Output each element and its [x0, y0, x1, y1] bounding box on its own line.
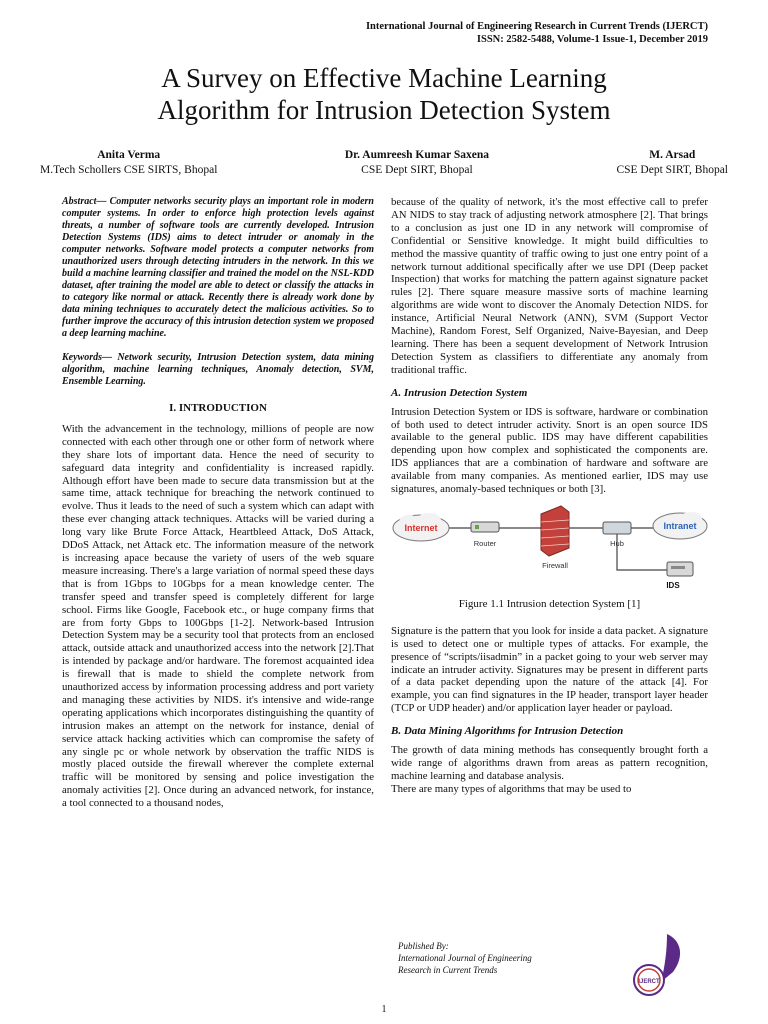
- section-heading-introduction: I. INTRODUCTION: [169, 402, 267, 414]
- title-line-1: A Survey on Effective Machine Learning: [161, 63, 607, 93]
- author-2: [345, 148, 489, 177]
- publisher-name-line2: Research in Current Trends: [398, 965, 498, 975]
- logo-text: IJERCT: [638, 979, 660, 985]
- paragraph-continued: because of the quality of network, it's the most effective call to prefer AN NIDS to stay track of adjusting network atmosphere [2]. That brings to a conclusion as just one ID in any network will compromise of Confidential or Sensitive knowledge. It might build difficulties to method the massive quantity of traffic owing to just one entry point of a network turnout additional specifically after we use DPI (Deep packet Inspection) that works for matching the pattern against signature packet rules [2]. There square measure massive sorts of machine learning algorithms are wide wont to discover the Anomaly Detection NIDS. for instance, Artificial Neural Network (ANN), SVM (Support Vector Machine), Random Forest, Self Organized, Naive-Bayesian, and Deep learning. There has been a sequent development of Network Intrusion Detection System as classifiers to differentiate any anomaly from traditional traffic.: [391, 196, 708, 376]
- abstract: Abstract— Computer networks security plays an important role in modern computer systems. In order to enforce high protection levels against threats, a number of software tools are currently developed. Intrusion Detection Systems (IDS) aims to detect intruder or anomaly in the computer networks. Software model protects a computer networks from unauthorized users through detecting intruders in the network. In this we build a machine learning classifier and trained the model on the NSL-KDD dataset, after training the model are able to detect or classify the attacks in to category like normal or attack. Recently there is already work done by data mining techniques to accurately detect the malicious activities. So to further improve the accuracy of this intrusion detection system we proposed a deep learning machine.: [62, 196, 374, 339]
- journal-header: [366, 20, 708, 46]
- subsection-b-text-continued: There are many types of algorithms that may be used to: [391, 782, 632, 795]
- intranet-cloud-icon: [653, 512, 707, 539]
- router-icon: [471, 522, 499, 548]
- figure-caption: Figure 1.1 Intrusion detection System [1]: [458, 597, 641, 610]
- publisher-name-line1: International Journal of Engineering: [398, 953, 532, 963]
- subsection-title: Data Mining Algorithms for Intrusion Detection: [403, 725, 624, 738]
- firewall-icon: [541, 506, 569, 570]
- publisher-block: [398, 940, 578, 976]
- journal-name: International Journal of Engineering Research in Current Trends (IJERCT): [365, 21, 708, 32]
- subsection-b-text: The growth of data mining methods has consequently brought forth a wide range of algorithms drawn from areas as pattern recognition, machine learning and database analysis.: [391, 744, 708, 782]
- author-1: [40, 148, 217, 177]
- author-affiliation: M.Tech Schollers CSE SIRTS, Bhopal: [40, 163, 218, 176]
- author-3: [616, 148, 728, 177]
- network-diagram: [391, 504, 708, 592]
- internet-cloud-icon: [393, 513, 449, 541]
- right-column: [391, 196, 708, 796]
- title-line-2: Algorithm for Intrusion Detection System: [157, 95, 611, 125]
- signature-text: Signature is the pattern that you look for inside a data packet. A signature is used to detect one or multiple types of attacks. For example, the presence of “scripts/iisadmin” in a packet going to your web server may indicate an intruder activity. Signatures may be present in different parts of a data packet depending upon the nature of the attack [4]. For example, you can find signatures in the IP header, transport layer header (TCP or UDP header) and/or application layer header or payload.: [391, 624, 708, 715]
- author-affiliation: CSE Dept SIRT, Bhopal: [361, 163, 473, 176]
- left-column: [62, 196, 374, 810]
- introduction-text: With the advancement in the technology, millions of people are now connected with each other through one or other form of network where they share lots of important data. Hence the need of security to safeguard data integrity and confidentiality is increased rapidly. Although effort have been made to secure data transmission but at the same time, attack technique for breaching the network continued to evolve. Thus it leads to the need of such a system which can adapt with these ever changing attack techniques. Attacks will be varied during a long vary like Brute Force Attack, Heartbleed Attack, DoS Attack, DDoS Attack, net Attack etc. The information measure of the network is increasing apace because the variety of users of the web square measure increasing. There's a large variation of normal speed these days that is from 1Gbps to 10Gbps for a mean knowledge center. The transfer speed and transfer speed is completely different for large school. Firms like Google, Facebook etc., or huge company firms that are from forty Gbps to 100Gbps [1-2]. Network-based Intrusion Detection System may be a security tool that protects from an enclosed attack, outside attack and unauthorized access into the network [2].That is intended by package and/or hardware. The foremost acquainted idea is firewall that is made to shield the complete network from unauthorized access by information processing address and port variety and managing these activities by NIDS. it's intensive and wide-range operating applications which incorporates distinguishing the quantity of intrusion makes an attempt on the network for instance, denial of service attack hacking activities which can compromise the safety of any single pc or whole network by observation the traffic NIDS is mostly placed outside the firewall wherever the complete external traffic will be monitored by sensing and police investigation the anomaly activities [2]. Once during an advanced network, for instance, a tool connected to a thousand nodes,: [62, 422, 374, 810]
- ids-label: IDS: [666, 580, 680, 590]
- subsection-a-text: Intrusion Detection System or IDS is software, hardware or combination of both used to detect intruder activity. Snort is an open source IDS available to the general public. IDS may have different capabilities depending upon how complex and sophisticated the components are. IDS appliances that are a combination of hardware and software are available from many companies. As mentioned earlier, IDS may use signatures, anomaly-based techniques or both [3].: [391, 405, 708, 496]
- subsection-heading-a: [391, 387, 708, 400]
- author-name: M. Arsad: [649, 149, 696, 161]
- ids-network-figure: [391, 504, 708, 592]
- author-block: [40, 148, 728, 177]
- hub-label: Hub: [610, 538, 624, 548]
- connector-line: [617, 534, 667, 570]
- ids-device-icon: [666, 562, 693, 590]
- journal-issn: ISSN: 2582-5488, Volume-1 Issue-1, December 2019: [476, 34, 708, 45]
- intranet-label: Intranet: [663, 520, 697, 531]
- internet-label: Internet: [404, 522, 438, 533]
- firewall-label: Firewall: [542, 560, 568, 570]
- router-label: Router: [473, 538, 497, 548]
- subsection-number: B.: [391, 725, 402, 738]
- author-affiliation: CSE Dept SIRT, Bhopal: [616, 163, 728, 176]
- subsection-heading-b: [391, 725, 708, 738]
- page-number: 1: [381, 1004, 387, 1015]
- keywords: Keywords— Network security, Intrusion Detection system, data mining algorithm, machine learning techniques, Anomaly detection, SVM, Ensemble Learning.: [62, 352, 374, 387]
- subsection-number: A.: [391, 386, 402, 399]
- publisher-label: Published By:: [398, 941, 449, 951]
- author-name: Dr. Aumreesh Kumar Saxena: [344, 149, 490, 161]
- paper-title: [0, 62, 768, 126]
- subsection-title: Intrusion Detection System: [403, 386, 528, 399]
- journal-logo-icon: [615, 930, 695, 1000]
- author-name: Anita Verma: [97, 149, 161, 161]
